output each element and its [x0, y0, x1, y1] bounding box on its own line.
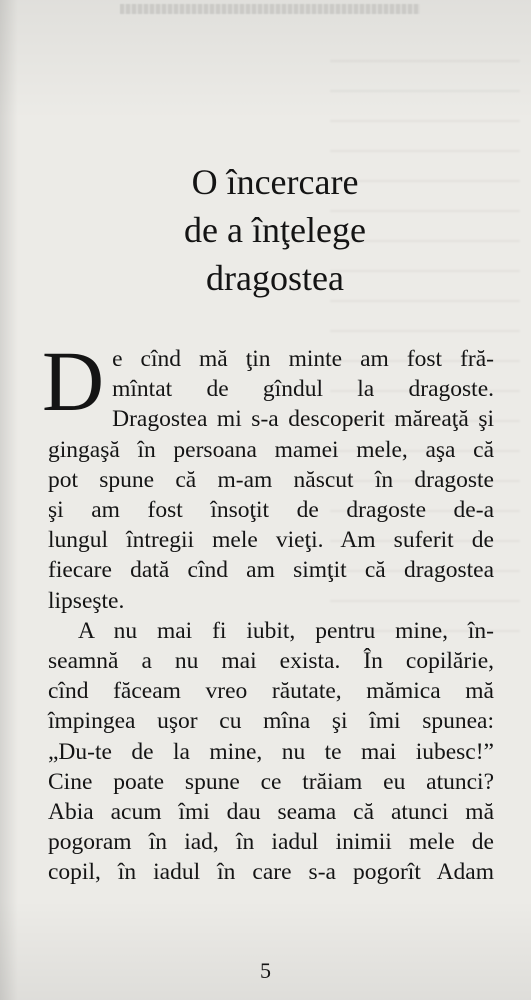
drop-cap: D — [42, 333, 105, 429]
paragraph-1 — [42, 333, 494, 616]
page-number: 5 — [260, 958, 271, 983]
chapter-title — [60, 158, 490, 302]
text-line: A nu mai fi iubit, pentru mine, în- — [78, 617, 494, 644]
text-line: e cînd mă ţin minte am fost fră- — [112, 346, 494, 372]
text-line: Cine poate spune ce trăiam eu atunci? — [48, 768, 494, 795]
text-line: lungul întregii mele vieţi. Am suferit de — [48, 527, 494, 554]
text-line: pogoram în iad, în iadul inimii mele de — [48, 829, 494, 856]
text-line: mîntat de gîndul la dragoste. — [112, 376, 494, 403]
text-line: seamnă a nu mai exista. În copilărie, — [48, 648, 494, 675]
text-line: „Du-te de la mine, nu te mai iubesc!” — [48, 738, 494, 765]
chapter-title-line: de a înţelege — [184, 210, 366, 250]
text-line: şi am fost însoţit de dragoste de-a — [48, 497, 494, 524]
text-line: lipseşte. — [48, 587, 125, 614]
body-text — [42, 333, 494, 888]
text-line: pot spune că m-am născut în dragoste — [48, 466, 494, 493]
text-line: Abia acum îmi dau seama că atunci mă — [48, 799, 494, 826]
show-through-running-header — [120, 4, 420, 14]
paragraph-2 — [48, 616, 494, 888]
chapter-title-line: dragostea — [206, 258, 344, 298]
text-line: fiecare dată cînd am simţit că dragostea — [48, 557, 494, 584]
chapter-title-line: O încercare — [191, 162, 359, 202]
text-line: cînd făceam vreo răutate, mămica mă — [48, 678, 494, 705]
text-line: copil, în iadul în care s-a pogorît Adam — [48, 859, 494, 886]
text-line: împingea uşor cu mîna şi îmi spunea: — [48, 708, 494, 735]
text-line: Dragostea mi s-a descoperit măreaţă şi — [112, 406, 494, 433]
text-line: gingaşă în persoana mamei mele, aşa că — [48, 436, 494, 463]
